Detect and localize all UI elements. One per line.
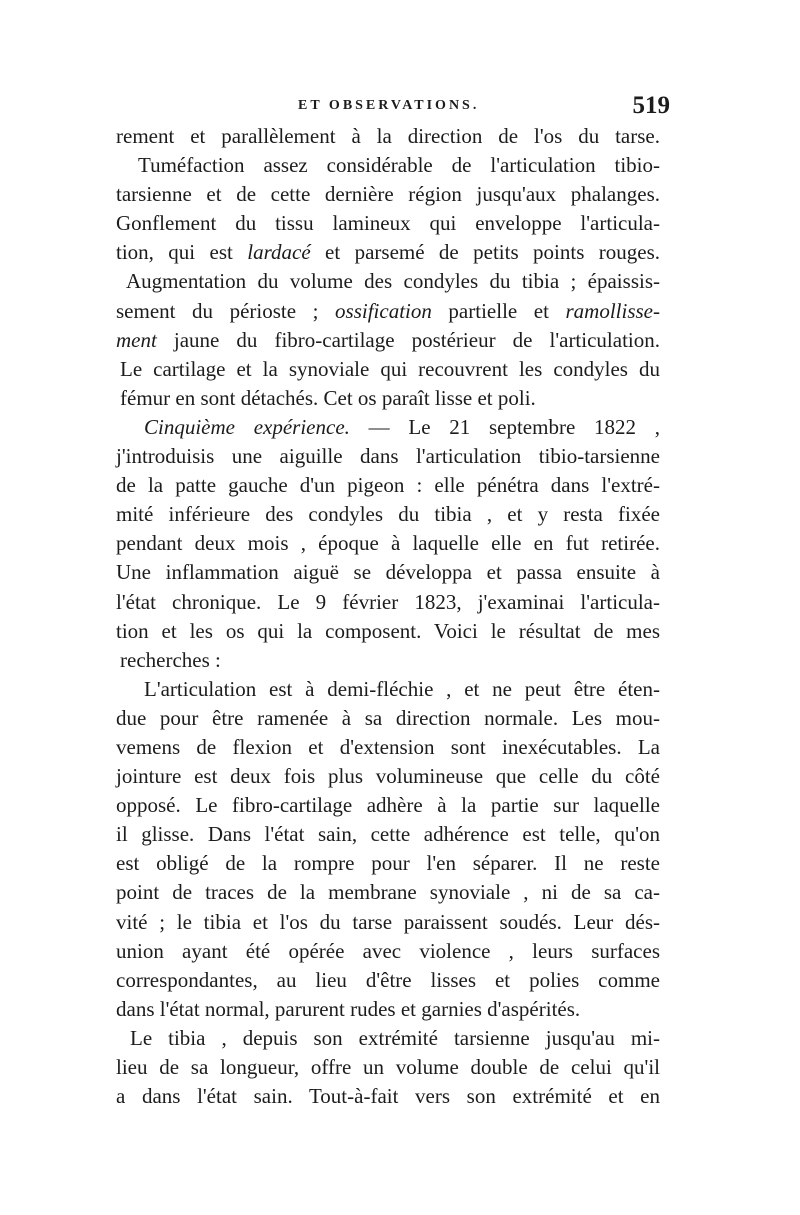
text-segment: fémur en sont détachés. Cet os paraît lisse et poli. <box>120 385 536 410</box>
text-line <box>116 820 660 849</box>
text-segment: vité ; le tibia et l'os du tarse paraissent soudés. Leur dés- <box>116 909 660 934</box>
text-line <box>116 1053 660 1082</box>
text-line <box>116 849 660 878</box>
text-line <box>116 1082 660 1111</box>
body-text <box>116 122 660 1111</box>
text-segment: jointure est deux fois plus volumineuse que celle du côté <box>116 764 660 789</box>
italic-text: lardacé <box>247 240 311 265</box>
text-segment: Le cartilage et la synoviale qui recouvrent les condyles du <box>120 356 660 381</box>
text-segment: mité inférieure des condyles du tibia , et y resta fixée <box>116 502 660 527</box>
text-line <box>116 267 660 296</box>
text-segment: a dans l'état sain. Tout-à-fait vers son extrémité et en <box>116 1084 660 1109</box>
text-segment: et parsemé de petits points rouges. <box>310 240 660 265</box>
italic-text: ramollisse- <box>565 298 660 323</box>
text-segment: l'état chronique. Le 9 février 1823, j'examinai l'articula- <box>116 589 660 614</box>
text-segment: Le tibia , depuis son extrémité tarsienne jusqu'au mi- <box>130 1025 660 1050</box>
text-segment: Gonflement du tissu lamineux qui enveloppe l'articula- <box>116 211 660 236</box>
text-line <box>116 180 660 209</box>
text-segment: jaune du fibro-cartilage postérieur de l'articulation. <box>156 327 660 352</box>
text-line <box>116 297 660 326</box>
text-line <box>116 238 660 267</box>
text-segment: est obligé de la rompre pour l'en séparer. Il ne reste <box>116 851 660 876</box>
running-head: ET OBSERVATIONS. <box>298 98 480 113</box>
text-line <box>116 209 660 238</box>
text-segment: opposé. Le fibro-cartilage adhère à la partie sur laquelle <box>116 793 660 818</box>
text-line <box>116 675 660 704</box>
page-number: 519 <box>632 92 670 119</box>
text-line <box>116 151 660 180</box>
text-line <box>116 733 660 762</box>
text-segment: L'articulation est à demi-fléchie , et ne peut être éten- <box>144 676 660 701</box>
text-segment: point de traces de la membrane synoviale , ni de sa ca- <box>116 880 660 905</box>
text-line <box>116 122 660 151</box>
text-segment: Tuméfaction assez considérable de l'articulation tibio- <box>138 153 660 178</box>
text-line <box>116 384 660 413</box>
text-line <box>116 617 660 646</box>
text-line <box>116 442 660 471</box>
text-line <box>116 471 660 500</box>
text-segment: Augmentation du volume des condyles du tibia ; épaissis- <box>126 269 660 294</box>
text-line <box>116 355 660 384</box>
text-segment: — Le 21 septembre 1822 , <box>349 414 660 439</box>
text-line <box>116 791 660 820</box>
text-segment: pendant deux mois , époque à laquelle elle en fut retirée. <box>116 531 660 556</box>
text-line <box>116 646 660 675</box>
text-segment: correspondantes, au lieu d'être lisses et polies comme <box>116 967 660 992</box>
text-segment: vemens de flexion et d'extension sont inexécutables. La <box>116 734 660 759</box>
text-line <box>116 413 660 442</box>
text-line <box>116 762 660 791</box>
text-line <box>116 995 660 1024</box>
text-segment: union ayant été opérée avec violence , leurs surfaces <box>116 938 660 963</box>
italic-text: ment <box>116 327 157 352</box>
italic-text: ossification <box>335 298 432 323</box>
text-segment: de la patte gauche d'un pigeon : elle pénétra dans l'extré- <box>116 473 660 498</box>
italic-text: Cinquième expérience. <box>144 414 350 439</box>
text-segment: recherches : <box>120 647 221 672</box>
text-segment: tion, qui est <box>116 240 248 265</box>
text-segment: tion et les os qui la composent. Voici le résultat de mes <box>116 618 660 643</box>
text-segment: Une inflammation aiguë se développa et passa ensuite à <box>116 560 660 585</box>
text-line <box>116 966 660 995</box>
text-segment: il glisse. Dans l'état sain, cette adhérence est telle, qu'on <box>116 822 660 847</box>
text-line <box>116 326 660 355</box>
text-line <box>116 1024 660 1053</box>
text-line <box>116 500 660 529</box>
text-line <box>116 908 660 937</box>
text-line <box>116 588 660 617</box>
text-segment: dans l'état normal, parurent rudes et garnies d'aspérités. <box>116 996 581 1021</box>
text-line <box>116 529 660 558</box>
text-line <box>116 704 660 733</box>
text-segment: lieu de sa longueur, offre un volume double de celui qu'il <box>116 1055 660 1079</box>
text-segment: tarsienne et de cette dernière région jusqu'aux phalanges. <box>116 182 660 207</box>
text-segment: rement et parallèlement à la direction de l'os du tarse. <box>116 124 660 148</box>
text-segment: due pour être ramenée à sa direction normale. Les mou- <box>116 705 660 730</box>
text-line <box>116 937 660 966</box>
text-segment: partielle et <box>431 298 566 323</box>
text-line <box>116 558 660 587</box>
text-segment: sement du périoste ; <box>116 298 336 323</box>
text-line <box>116 878 660 907</box>
text-segment: j'introduisis une aiguille dans l'articulation tibio-tarsienne <box>116 444 660 469</box>
